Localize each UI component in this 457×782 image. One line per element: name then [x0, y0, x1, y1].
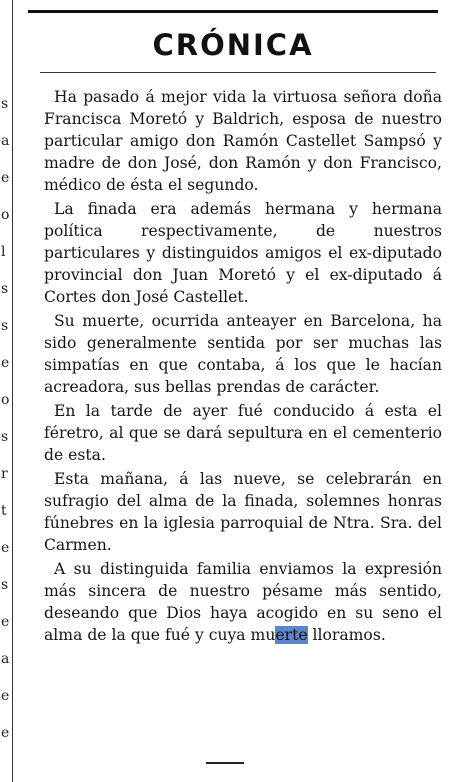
- section-title: CRÓNICA: [152, 28, 314, 62]
- margin-glyph: r: [1, 466, 8, 482]
- end-of-article-dash: [206, 762, 244, 764]
- margin-glyph: e: [1, 540, 10, 556]
- margin-glyph: a: [1, 133, 10, 149]
- margin-glyph: a: [1, 651, 10, 667]
- paragraph-5: Esta mañana, á las nueve, se celebrarán en sufragio del alma de la finada, solemnes honras fúnebres en la iglesia parroquial de Ntra. Sra. del Carmen.: [44, 470, 442, 554]
- paragraph-4: En la tarde de ayer fué conducido á esta el féretro, al que se dará sepultura en el cementerio de esta.: [44, 402, 442, 464]
- margin-glyph: s: [1, 429, 9, 445]
- margin-glyph: t: [1, 503, 7, 519]
- paragraph-6-end: lloramos.: [307, 626, 386, 644]
- paragraph-3: Su muerte, ocurrida anteayer en Barcelona, ha sido generalmente sentida por ser muchas las simpatías en que contaba, á los que le hacían acreadora, sus bellas prendas de carácter.: [44, 312, 442, 396]
- article-body: [44, 86, 442, 648]
- top-rule: [28, 10, 438, 13]
- text-selection-highlight[interactable]: erte: [275, 626, 308, 644]
- paragraph-2: La finada era además hermana y hermana política respectivamente, de nuestros particulares y distinguidos amigos el ex-diputado provincial don Juan Moretó y el ex-diputado á Cortes don José Castellet.: [44, 200, 442, 306]
- column-divider: [12, 0, 13, 782]
- margin-glyph: e: [1, 725, 10, 741]
- margin-glyph: l: [1, 244, 6, 260]
- paragraph-6: [44, 558, 442, 646]
- margin-glyph: s: [1, 318, 9, 334]
- margin-glyph: s: [1, 281, 9, 297]
- margin-glyph: e: [1, 170, 10, 186]
- paragraph-1: Ha pasado á mejor vida la virtuosa señora doña Francisca Moretó y Baldrich, esposa de nuestro particular amigo don Ramón Castellet Sampsó y madre de don José, don Ramón y don Francisco, médico de ésta el segundo.: [44, 88, 442, 194]
- margin-glyph: o: [1, 207, 10, 223]
- title-rule: [40, 72, 436, 73]
- next-article-fragment: [58, 774, 118, 782]
- left-column-fragment: [0, 0, 18, 782]
- margin-glyph: o: [1, 392, 10, 408]
- margin-glyph: e: [1, 688, 10, 704]
- margin-glyph: e: [1, 355, 10, 371]
- margin-glyph: s: [1, 577, 9, 593]
- margin-glyph: s: [1, 96, 9, 112]
- margin-glyph: e: [1, 614, 10, 630]
- paragraph-6-text: A su distinguida familia enviamos la expresión más sincera de nuestro pésame más sentido, deseando que Dios haya acogido en su seno el alma de la que fué y cuya mu: [44, 560, 442, 644]
